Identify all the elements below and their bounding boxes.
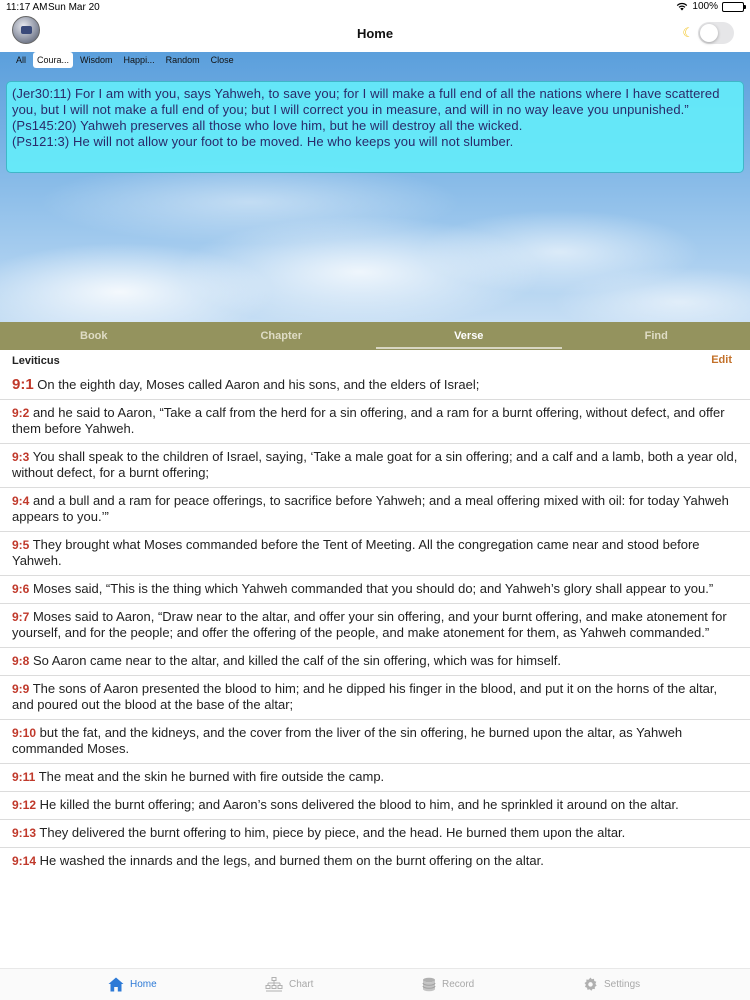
verse-text: On the eighth day, Moses called Aaron and his sons, and the elders of Israel;: [33, 377, 480, 392]
featured-verses-box[interactable]: [6, 81, 744, 173]
filter-tab-wisdom[interactable]: Wisdom: [80, 55, 113, 65]
verse-ref: 9:11: [12, 770, 36, 784]
filter-tab-happiness[interactable]: Happi...: [123, 55, 155, 65]
verse-row[interactable]: [0, 604, 750, 648]
book-name: Leviticus: [12, 355, 60, 367]
filter-tabs: [12, 52, 238, 68]
tabbar-record[interactable]: [422, 977, 474, 992]
filter-tab-courage[interactable]: Coura...: [33, 52, 73, 68]
verse-ref: 9:2: [12, 406, 30, 420]
tabbar-home-label: Home: [130, 979, 157, 990]
tabbar-home[interactable]: [108, 977, 157, 992]
verse-text: but the fat, and the kidneys, and the cover from the liver of the sin offering, he burned upon the altar, as Yahweh commanded Moses.: [12, 725, 683, 756]
verse-text: and a bull and a ram for peace offerings, to sacrifice before Yahweh; and a meal offering mixed with oil: for today Yahweh appears to you.’”: [12, 493, 729, 524]
verse-ref: 9:4: [12, 494, 30, 508]
verse-text: They brought what Moses commanded before the Tent of Meeting. All the congregation came near and stood before Yahweh.: [12, 537, 700, 568]
tabbar-chart[interactable]: [265, 977, 313, 992]
verse-text: Moses said, “This is the thing which Yahweh commanded that you should do; and Yahweh’s glory shall appear to you.”: [29, 581, 714, 596]
verse-ref: 9:12: [12, 798, 37, 812]
status-time: 11:17 AM: [6, 2, 48, 13]
verse-text: He washed the innards and the legs, and burned them on the burnt offering on the altar.: [36, 853, 544, 868]
tab-find[interactable]: Find: [644, 330, 668, 342]
verse-row[interactable]: [0, 792, 750, 820]
verse-row[interactable]: [0, 444, 750, 488]
verse-text: You shall speak to the children of Israel, saying, ‘Take a male goat for a sin offering; and a calf and a lamb, both a year old, without defect, for a burnt offering;: [12, 449, 738, 480]
page-title: Home: [356, 26, 394, 41]
status-bar: [0, 0, 750, 16]
tabbar-chart-label: Chart: [289, 979, 314, 990]
filter-tab-all[interactable]: All: [16, 55, 27, 65]
dark-mode-toggle[interactable]: [698, 22, 734, 44]
filter-tab-close[interactable]: Close: [210, 55, 234, 65]
status-date: Sun Mar 20: [48, 2, 100, 13]
verse-text: The sons of Aaron presented the blood to him; and he dipped his finger in the blood, and put it on the horns of the altar, and poured out the blood at the base of the altar;: [12, 681, 718, 712]
gear-icon: [583, 977, 598, 992]
verse-ref: 9:1: [12, 376, 34, 393]
verse-text: They delivered the burnt offering to him, piece by piece, and the head. He burned them upon the altar.: [36, 825, 626, 840]
verse-row[interactable]: [0, 676, 750, 720]
verse-text: Moses said to Aaron, “Draw near to the altar, and offer your sin offering, and your burnt offering, and make atonement for yourself, and for the people; and offer the offering of the people, and make atonement for them, as Yahweh commanded.”: [12, 609, 727, 640]
filter-tab-random[interactable]: Random: [165, 55, 200, 65]
verse-row[interactable]: [0, 400, 750, 444]
tabbar-settings-label: Settings: [604, 979, 641, 990]
verse-ref: 9:3: [12, 450, 30, 464]
verse-row[interactable]: [0, 764, 750, 792]
verse-ref: 9:6: [12, 582, 30, 596]
verse-ref: 9:10: [12, 726, 37, 740]
battery-icon: [722, 2, 744, 12]
house-icon: [108, 977, 124, 992]
verse-ref: 9:7: [12, 610, 30, 624]
database-icon: [422, 977, 436, 992]
verse-ref: 9:8: [12, 654, 30, 668]
featured-verse: (Ps121:3) He will not allow your foot to be moved. He who keeps you will not slumber.: [12, 134, 514, 149]
verse-text: and he said to Aaron, “Take a calf from the herd for a sin offering, and a ram for a burnt offering, without defect, and offer them before Yahweh.: [12, 405, 725, 436]
verse-row[interactable]: [0, 720, 750, 764]
tabbar-record-label: Record: [442, 979, 475, 990]
verse-ref: 9:14: [12, 854, 37, 868]
verse-text: So Aaron came near to the altar, and killed the calf of the sin offering, which was for himself.: [29, 653, 561, 668]
verse-text: The meat and the skin he burned with fire outside the camp.: [35, 769, 385, 784]
verse-row[interactable]: [0, 372, 750, 400]
status-indicators: [676, 1, 744, 12]
edit-button[interactable]: Edit: [711, 354, 732, 366]
verse-text: He killed the burnt offering; and Aaron’s sons delivered the blood to him, and he sprinkled it around on the altar.: [36, 797, 679, 812]
battery-percent: 100%: [692, 1, 718, 12]
verse-row[interactable]: [0, 488, 750, 532]
verse-list: [0, 372, 750, 875]
tabbar-settings[interactable]: [583, 977, 640, 992]
wifi-icon: [676, 2, 688, 11]
verse-ref: 9:13: [12, 826, 37, 840]
featured-verse: (Jer30:11) For I am with you, says Yahweh, to save you; for I will make a full end of all the nations where I have scattered you, but I will not make a full end of you; but I will correct you in measure, and will in no way leave you unpunished.”: [12, 86, 720, 117]
bottom-tab-bar: [0, 968, 750, 1000]
verse-row[interactable]: [0, 532, 750, 576]
toggle-knob: [700, 24, 718, 42]
verse-ref: 9:9: [12, 682, 30, 696]
segment-active-indicator: [376, 347, 562, 349]
chart-icon: [265, 977, 283, 992]
verse-ref: 9:5: [12, 538, 30, 552]
segment-bar: [0, 322, 750, 350]
tab-chapter[interactable]: Chapter: [260, 330, 303, 342]
verse-row[interactable]: [0, 648, 750, 676]
tab-book[interactable]: Book: [80, 330, 108, 342]
book-header: [0, 350, 750, 372]
nav-bar: [0, 16, 750, 52]
verse-row[interactable]: [0, 820, 750, 848]
verse-row[interactable]: [0, 576, 750, 604]
verse-row[interactable]: [0, 848, 750, 875]
moon-icon: ☾: [682, 25, 694, 40]
tab-verse[interactable]: Verse: [454, 330, 484, 342]
featured-verse: (Ps145:20) Yahweh preserves all those who love him, but he will destroy all the wicked.: [12, 118, 523, 133]
sky-header: [0, 52, 750, 322]
